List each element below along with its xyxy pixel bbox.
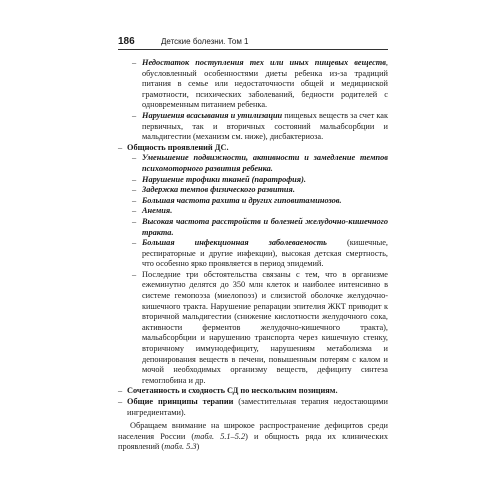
sub-list-item [118, 153, 388, 174]
list-dash: – [132, 153, 137, 163]
table-reference: табл. 5.1–5.2 [194, 431, 246, 441]
list-dash: – [132, 206, 137, 216]
list-dash: – [132, 216, 137, 226]
sub-list-item [118, 175, 388, 186]
paragraph-text: ) [196, 442, 200, 452]
list-item [118, 143, 388, 154]
sub-item-text: Последние три обстоятельства связаны с тем, что в организме ежеминутно делятся до 350 млн клеток и наиболее интенсивно в системе гемопоэза (миелопоэз) и слизистой оболочке желудочно-кишечного тракта. Нарушение репарации эпителия ЖКТ приводит к вторичной мальдигестии (снижение кислотности желудочного сока, активности ферментов желудочно-кишечного тракта), мальабсорбции и нарушению транспорта через кишечную стенку, вторичному иммунодефициту, нарушениям метаболизма и депонирования веществ в печени, повышенным потерям с калом и мочой необходимых организму веществ, дефициту синтеза гемоглобина и др. [142, 269, 388, 385]
sub-list-item [118, 185, 388, 196]
sub-list-item [118, 196, 388, 207]
list-item [118, 386, 388, 397]
item-heading: Недостаток поступления тех или иных пищевых веществ [142, 58, 386, 67]
item-heading: Общие принципы терапии [127, 397, 234, 406]
sub-item-heading: Большая инфекционная заболеваемость [142, 238, 327, 248]
page-body [118, 58, 388, 461]
sub-item-text: Анемия. [142, 206, 173, 216]
list-dash: – [118, 386, 123, 396]
list-dash: – [132, 185, 137, 195]
list-item [118, 58, 388, 111]
item-text: , обусловленный особенностями диеты ребенка из-за традиций питания в семье или недостаточности общей и медицинской грамотности, психических заболеваний, бедности родителей с одновременным питанием ребенка. [142, 58, 388, 110]
list-item [118, 397, 388, 418]
list-dash: – [132, 58, 137, 67]
page-header [118, 36, 388, 50]
sub-list-item [118, 217, 388, 238]
sub-item-text: Большая частота рахита и других гиповитаминозов. [142, 195, 342, 205]
list-dash: – [118, 142, 123, 152]
list-dash: – [132, 174, 137, 184]
sub-item-text: Высокая частота расстройств и болезней желудочно-кишечного тракта. [142, 216, 388, 237]
item-heading: Общность проявлений ДС. [127, 142, 229, 152]
item-heading: Нарушения всасывания и утилизации [142, 110, 283, 120]
running-title: Детские болезни. Том 1 [161, 37, 249, 46]
list-dash: – [132, 110, 137, 120]
item-text: пищевых веществ за счет как первичных, так и вторичных состояний мальабсорбции и мальдигестии (механизм см. ниже), дисбактериоза. [142, 110, 388, 142]
paragraph-text: ) и общность ряда их клинических проявлений ( [118, 431, 388, 452]
table-reference: табл. 5.3 [164, 442, 197, 452]
list-item [118, 111, 388, 143]
sub-list-item [118, 270, 388, 387]
paragraph-text: Обращаем внимание на широкое распространение дефицитов среди населения России ( [118, 421, 388, 441]
sub-item-text: Задержка темпов физического развития. [142, 185, 295, 195]
final-paragraph [118, 421, 388, 453]
item-heading: Сочетанность и сходность СД по нескольким позициям. [127, 386, 338, 396]
list-dash: – [132, 195, 137, 205]
sub-list-item [118, 206, 388, 217]
header-rule [118, 49, 388, 50]
sub-item-text: Нарушение трофики тканей (паратрофия). [142, 174, 306, 184]
item-text: (заместительная терапия недостающими ингредиентами). [127, 397, 388, 417]
list-dash: – [132, 269, 137, 279]
page-number: 186 [118, 36, 135, 47]
list-dash: – [118, 397, 123, 406]
list-dash: – [132, 238, 137, 248]
sub-item-text: Уменьшение подвижности, активности и замедление темпов психомоторного развития ребенка. [142, 153, 388, 173]
sub-list-item [118, 238, 388, 270]
sub-item-text: (кишечные, респираторные и другие инфекции), высокая детская смертность, что особенно ярко проявляется в период эпидемий. [142, 238, 388, 269]
